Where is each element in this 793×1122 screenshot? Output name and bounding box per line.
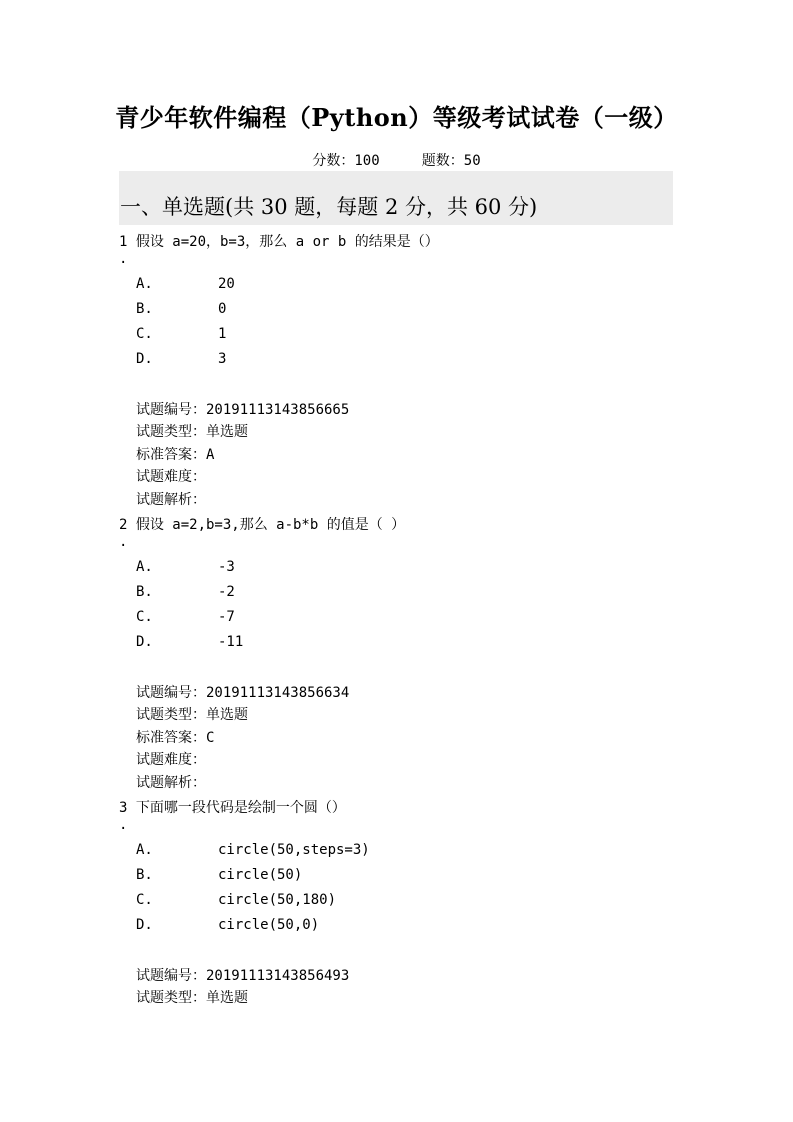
option-letter: B.: [136, 301, 153, 317]
question-analysis: 试题解析：: [136, 492, 206, 508]
section-heading: 一、单选题(共 30 题，每题 2 分，共 60 分): [120, 195, 538, 219]
option-letter: A.: [136, 559, 153, 575]
standard-answer: 标准答案：A: [136, 447, 215, 463]
question-id: 试题编号：20191113143856634: [136, 685, 350, 701]
exam-meta: 分数：100 题数：50: [312, 153, 481, 169]
option-value: circle(50): [218, 867, 303, 883]
option-letter: C.: [136, 609, 153, 625]
question-text: 3 下面哪一段代码是绘制一个圆（）: [119, 800, 346, 816]
question-id: 试题编号：20191113143856665: [136, 402, 350, 418]
option-value: 3: [218, 351, 227, 367]
page-title: 青少年软件编程（Python）等级考试试卷（一级）: [115, 103, 678, 132]
question-difficulty: 试题难度：: [136, 752, 206, 768]
option-value: -2: [218, 584, 235, 600]
option-letter: C.: [136, 892, 153, 908]
option-letter: A.: [136, 276, 153, 292]
question-type: 试题类型：单选题: [136, 707, 248, 723]
option-letter: B.: [136, 584, 153, 600]
standard-answer: 标准答案：C: [136, 730, 215, 746]
option-letter: A.: [136, 842, 153, 858]
question-marker: .: [119, 534, 128, 550]
question-difficulty: 试题难度：: [136, 469, 206, 485]
option-value: circle(50,180): [218, 892, 337, 908]
option-value: 20: [218, 276, 235, 292]
question-analysis: 试题解析：: [136, 775, 206, 791]
option-letter: D.: [136, 351, 153, 367]
question-text: 2 假设 a=2,b=3,那么 a-b*b 的值是（ ）: [119, 517, 406, 533]
option-value: circle(50,0): [218, 917, 320, 933]
option-letter: D.: [136, 917, 153, 933]
option-value: -7: [218, 609, 235, 625]
question-marker: .: [119, 817, 128, 833]
option-letter: D.: [136, 634, 153, 650]
option-letter: C.: [136, 326, 153, 342]
section-header: [119, 171, 673, 225]
question-marker: .: [119, 251, 128, 267]
question-type: 试题类型：单选题: [136, 990, 248, 1006]
option-value: 0: [218, 301, 227, 317]
option-letter: B.: [136, 867, 153, 883]
question-type: 试题类型：单选题: [136, 424, 248, 440]
option-value: -3: [218, 559, 235, 575]
option-value: -11: [218, 634, 244, 650]
option-value: 1: [218, 326, 227, 342]
question-id: 试题编号：20191113143856493: [136, 968, 350, 984]
option-value: circle(50,steps=3): [218, 842, 370, 858]
question-text: 1 假设 a=20，b=3，那么 a or b 的结果是（）: [119, 234, 439, 250]
